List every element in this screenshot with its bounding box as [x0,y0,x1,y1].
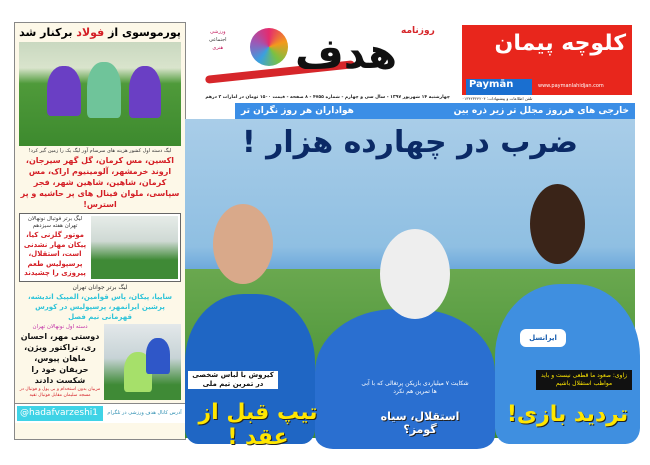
ad-brand-logo: Paymān [466,79,532,95]
story2-box [19,213,181,282]
logo-tags: ورزشی اجتماعی هنری [209,29,227,51]
story1-body[interactable]: اکسین، مس کرمان، گل گهر سیرجان، اروند خرمشهر، آلومینیوم اراک، مس کرمان، شاهین، شاهین شهر، فجر سپاسی، ملوان فینال های پر حاشیه و پر استرس! [20,156,180,209]
story2-body[interactable]: موتور گلزنی کیا، پیکان مهار نشدنی است، استقلال، پرسپولیس طعم پیروزی را چشیدند [23,231,87,277]
dateline: چهارشنبه ۱۴ شهریور ۱۳۹۷ - سال سی و چهارم - شماره ۴۷۵۵ - ۸ صفحه - قیمت ۱۵۰۰ تومان در امارات ۲ درهم [205,95,450,100]
telegram-handle[interactable]: @hadafvarzeshi1 [17,406,103,421]
ad-phone: تلفن اطلاعات و پیشنهادات: ۰۱۳۴۲۳۲۴۲۰۴ [462,96,533,101]
ball-icon [250,28,288,66]
main-headline[interactable]: ضرب در چهارده هزار ! [241,125,578,160]
telegram-box[interactable] [15,403,185,423]
sponsor-logo: ایرانسل [520,329,566,347]
top-banner[interactable] [235,103,635,119]
logo-wordmark: هدف [295,29,398,78]
story2-photo [91,216,178,279]
masthead-logo [205,22,445,90]
story1-photo [19,42,181,146]
title-part: فولاد [76,26,105,39]
story1-kicker: لیگ دسته اول کشور هزینه های سرسام آور لیگ یک را زمین گیر کرد! [28,148,172,154]
caption-left: کیروش با لباس شخصی در تمرین تیم ملی [188,371,278,389]
banner-left: هواداران هر روز نگران تر [241,106,354,116]
story3-body[interactable]: سایپا، پیکان، پاس قوامین، المپیک اندیشه، پرشین ایرانمهر، پرسپولیس در کورس قهرمانی نیم فصل [27,292,173,321]
story4-photo [104,324,181,400]
story4-kicker: دسته اول نونهالان تهران [32,323,88,330]
title-right[interactable]: تردید بازی! [506,402,629,427]
telegram-label: آدرس کانال هدف ورزشی در تلگرام [107,409,182,416]
caption-mid: شکایت ۷ میلیاردی بازیکن پرتغالی که با آبی ها تمرین هم نکرد [361,380,469,395]
logo-prefix: روزنامه [401,26,435,36]
title-part: برکنار شد [19,26,77,39]
title-part: پورموسوی از [104,26,181,39]
ad-url: www.paymanlahidjan.com [538,83,604,89]
story2-kicker: لیگ برتر فوتبال نونهالان تهران هفته سیزدهم [27,216,83,229]
title-mid[interactable]: استقلال، سیاه گومز؟ [380,410,460,436]
banner-right: خارجی های هرروز مجلل تر زیر ذره بین [453,106,629,116]
story4-body[interactable]: دوستی مهر، احسان ری، تراکتور ویژن، ماهان پیوس، حریفان خود را شکست دادند [20,331,100,385]
caption-right: زاوی: صعود ما قطعی نیست و باید مواظب استقلال باشیم [536,370,632,390]
ad-banner[interactable] [462,25,632,95]
story3-kicker: لیگ برتر جوانان تهران [72,283,128,291]
ad-title: کلوچه پیمان [494,31,626,56]
left-column [14,22,186,440]
title-left[interactable]: تیپ قبل از عقد ! [198,400,318,450]
story4-note: مربیان بدون استخدام و بی پول و فوتبال در مسجد سلیمان مقابل فوتبال تقیه [19,386,101,398]
story1-title[interactable] [19,26,181,40]
